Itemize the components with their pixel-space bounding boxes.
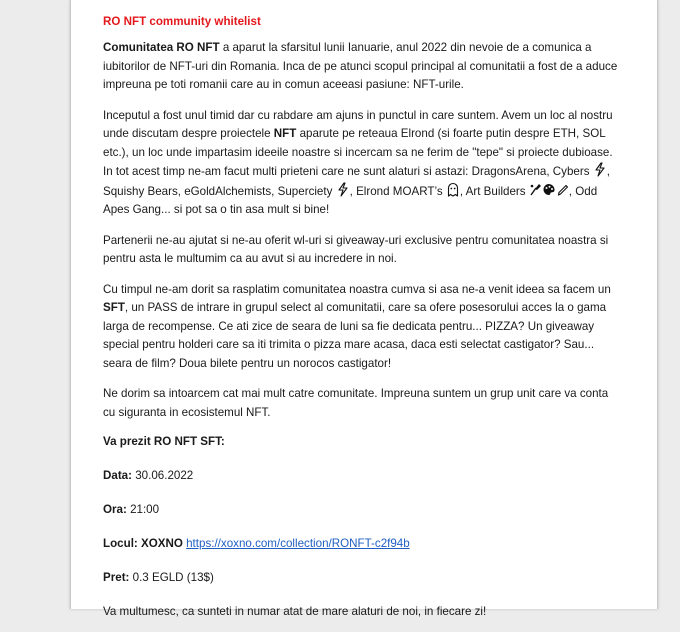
- sft-text-b: , un PASS de intrare in grupul select al comunitatii, care sa ofere posesorului acces la o gama larga de recompense. Ce ati zice de seara de luni sa fie dedicata pentru... PIZZA? Un giveaway special pentru holderi care sa iti trimita o pizza mare acasa, daca esti selectat castigator? Sau... seara de film? Doua bilete pentru un norocos castigator!: [103, 301, 607, 370]
- document-page: [70, 0, 658, 618]
- paragraph-history: [103, 107, 623, 220]
- document-title: RO NFT community whitelist: [103, 15, 261, 28]
- community-name: Comunitatea RO NFT: [103, 41, 220, 54]
- date-line: [103, 468, 623, 484]
- price-line: [103, 570, 623, 586]
- location-label: Locul:: [103, 537, 138, 550]
- sft-text-a: Cu timpul ne-am dorit sa rasplatim comunitatea noastra cumva si asa ne-a venit ideea sa facem un: [103, 282, 611, 296]
- palette-icon: [542, 182, 556, 197]
- history-text-f: , Odd Apes Gang... si pot sa o tin asa mult si bine!: [103, 184, 598, 216]
- paragraph-community: Ne dorim sa intoarcem cat mai mult catre comunitate. Impreuna suntem un grup unit care va conta cu siguranta in ecosistemul NFT.: [103, 387, 609, 419]
- document-body: [103, 14, 623, 632]
- pencil-icon: [556, 182, 569, 197]
- presale-heading: Va prezit RO NFT SFT:: [103, 435, 225, 448]
- lightning-icon: [593, 162, 607, 177]
- history-text-b: aparute pe reteaua Elrond (si foarte putin despre ETH, SOL etc.), un loc unde impartasim ideeile noastre si incercam sa ne ferim de "tepe" si proiecte dubioase. In tot acest timp ne-am facut multi prieteni care ne sunt alaturi si astazi: DragonsArena, Cybers: [103, 127, 613, 178]
- sft-bold: SFT: [103, 301, 125, 314]
- time-label: Ora:: [103, 503, 127, 516]
- date-label: Data:: [103, 469, 132, 482]
- paragraph-sft: [103, 281, 623, 374]
- history-text-c: , Squishy Bears, eGoldAlchemists, Superciety: [103, 165, 610, 198]
- lightning-icon: [336, 182, 350, 197]
- time-line: [103, 502, 623, 518]
- price-label: Pret:: [103, 571, 130, 584]
- paragraph-intro: [103, 39, 623, 95]
- nft-bold: NFT: [273, 127, 297, 140]
- history-text-e: , Art Builders: [459, 184, 529, 198]
- history-text-d: , Elrond MOART’s: [349, 184, 446, 198]
- intro-text: a aparut la sfarsitul lunii Ianuarie, anul 2022 din nevoie de a comunica a iubitorilor de NFT-uri din Romania. Inca de pe atunci scopul principal al comunitatii a fost de a aduce impreuna pe toti romanii care au in comun aceeasi pasiune: NFT-urile.: [103, 41, 618, 91]
- history-text-a: Inceputul a fost unul timid dar cu rabdare am ajuns in punctul in care suntem. Avem un loc al nostru unde discutam despre proiectele: [103, 108, 613, 140]
- closing-line: Va multumesc, ca sunteti in numar atat de mare alaturi de noi, in fiecare zi!: [103, 605, 487, 618]
- paragraph-partners: Partenerii ne-au ajutat si ne-au oferit wl-uri si giveaway-uri exclusive pentru comunitatea noastra si pentru asta le multumim ca au avut si au incredere in noi.: [103, 233, 609, 265]
- time-value: 21:00: [126, 503, 160, 516]
- date-value: 30.06.2022: [132, 469, 194, 482]
- price-value: 0.3 EGLD (13$): [129, 571, 214, 584]
- ghost-icon: [446, 182, 460, 197]
- location-line: [103, 536, 623, 552]
- location-value: XOXNO: [137, 537, 187, 550]
- collection-link[interactable]: https://xoxno.com/collection/RONFT-c2f94b: [186, 537, 410, 550]
- paint-icon: [529, 182, 542, 197]
